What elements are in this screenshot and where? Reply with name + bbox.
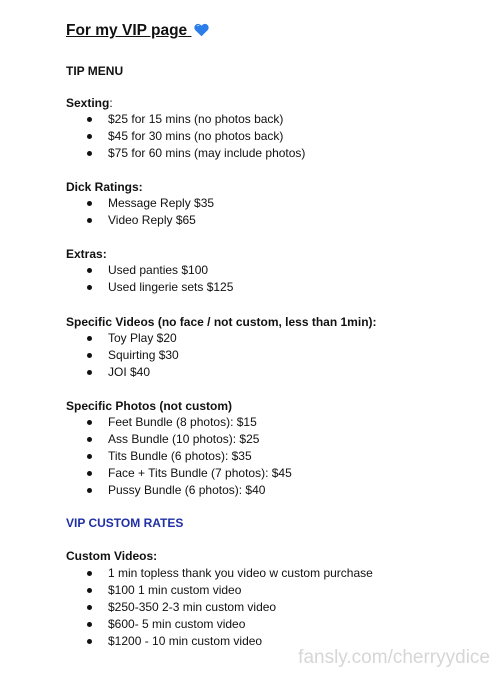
section-heading-videos [66,315,377,329]
bullet-icon [87,201,92,206]
list-item-text: $100 1 min custom video [108,583,242,597]
bullet-icon [87,134,92,139]
tip-menu-heading: TIP MENU [66,64,124,78]
bullet-icon [87,488,92,493]
section-heading-sexting [66,96,113,110]
list-item [0,414,500,431]
sexting-list [0,111,500,162]
bullet-icon [87,370,92,375]
list-item [0,482,500,499]
section-heading-text: Sexting [66,96,110,110]
page-title-text: For my VIP page [66,22,188,39]
bullet-icon [87,353,92,358]
list-item [0,431,500,448]
list-item-text: Toy Play $20 [108,331,177,345]
videos-list [0,330,500,381]
bullet-icon [87,336,92,341]
list-item-text: JOI $40 [108,365,151,379]
section-heading-suffix: : [109,96,113,110]
list-item [0,111,500,128]
bullet-icon [87,268,92,273]
ratings-list [0,195,500,229]
list-item [0,145,500,162]
bullet-icon [87,420,92,425]
list-item-text: Pussy Bundle (6 photos): $40 [108,483,266,497]
list-item-text: Ass Bundle (10 photos): $25 [108,432,260,446]
list-item [0,128,500,145]
list-item [0,262,500,279]
bullet-icon [87,454,92,459]
list-item-text: Squirting $30 [108,348,179,362]
list-item-text: Face + Tits Bundle (7 photos): $45 [108,466,292,480]
list-item-text: $1200 - 10 min custom video [108,634,263,648]
custom-videos-list [0,565,500,650]
blue-heart-icon [194,23,209,42]
list-item-text: $75 for 60 mins (may include photos) [108,146,306,160]
list-item [0,279,500,296]
list-item [0,565,500,582]
bullet-icon [87,588,92,593]
fansly-watermark: fansly.com/cherryydice [298,647,490,668]
bullet-icon [87,605,92,610]
list-item-text: Feet Bundle (8 photos): $15 [108,415,257,429]
section-heading-text: Extras: [66,247,107,261]
list-item [0,599,500,616]
section-heading-text: Dick Ratings: [66,180,143,194]
list-item [0,448,500,465]
photos-list [0,414,500,499]
section-heading-text: Custom Videos: [66,549,158,563]
list-item-text: Tits Bundle (6 photos): $35 [108,449,252,463]
list-item [0,330,500,347]
list-item-text: Used panties $100 [108,263,209,277]
bullet-icon [87,285,92,290]
list-item-text: Used lingerie sets $125 [108,280,234,294]
extras-list [0,262,500,296]
list-item-text: Message Reply $35 [108,196,215,210]
vip-custom-rates-heading: VIP CUSTOM RATES [66,516,184,530]
bullet-icon [87,571,92,576]
list-item-text: Video Reply $65 [108,213,196,227]
list-item-text: $45 for 30 mins (no photos back) [108,129,284,143]
list-item-text: $250-350 2-3 min custom video [108,600,277,614]
list-item [0,364,500,381]
list-item-text: 1 min topless thank you video w custom purchase [108,566,373,580]
list-item-text: $600- 5 min custom video [108,617,246,631]
section-heading-photos [66,399,232,413]
bullet-icon [87,218,92,223]
bullet-icon [87,437,92,442]
section-heading-custom-videos [66,549,157,563]
section-heading-text: Specific Photos (not custom) [66,399,233,413]
section-heading-ratings [66,180,143,194]
section-heading-text: Specific Videos (no face / not custom, less than 1min): [66,315,377,329]
bullet-icon [87,471,92,476]
bullet-icon [87,117,92,122]
bullet-icon [87,622,92,627]
list-item [0,616,500,633]
list-item [0,347,500,364]
bullet-icon [87,151,92,156]
page-title [66,22,209,42]
section-heading-extras [66,247,107,261]
list-item [0,212,500,229]
list-item [0,465,500,482]
list-item [0,582,500,599]
list-item [0,195,500,212]
bullet-icon [87,639,92,644]
list-item-text: $25 for 15 mins (no photos back) [108,112,284,126]
